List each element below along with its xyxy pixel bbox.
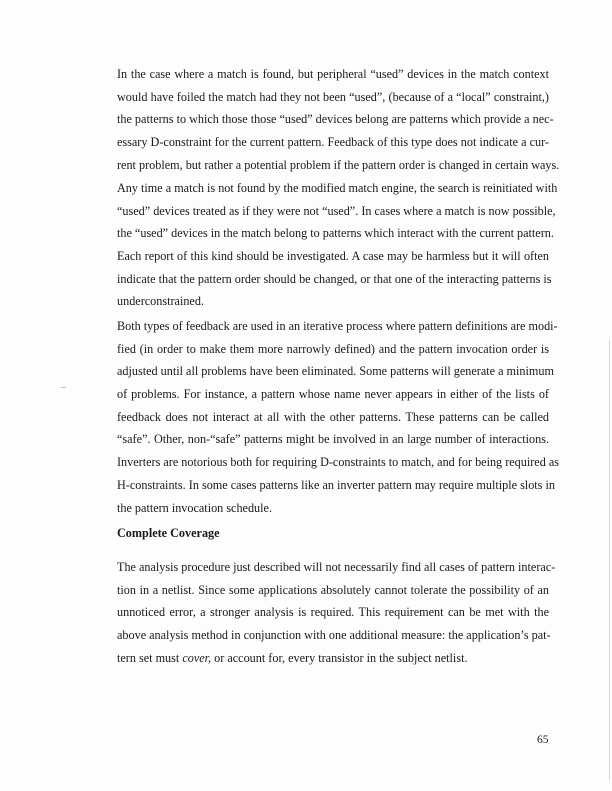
text-line: Each report of this kind should be investigated. A case may be harmless but it will often bbox=[117, 249, 549, 264]
paragraph-match-found bbox=[117, 63, 560, 176]
text-line: the “used” devices in the match belong to patterns which interact with the current pattern. bbox=[117, 226, 554, 241]
text-line: above analysis method in conjunction with one additional measure: the application’s pat- bbox=[117, 628, 551, 643]
emphasized-word: cover, bbox=[182, 650, 212, 665]
section-heading: Complete Coverage bbox=[117, 526, 220, 540]
text-line: would have foiled the match had they not been “used”, (because of a “local” constraint,) bbox=[117, 89, 549, 104]
text-line: Inverters are notorious both for requiring D-constraints to match, and for being required as bbox=[117, 455, 559, 470]
text-line bbox=[117, 647, 549, 670]
text-line: fied (in order to make them more narrowly defined) and the pattern invocation order is bbox=[117, 341, 549, 356]
text-line: Both types of feedback are used in an iterative process where pattern definitions are modi- bbox=[117, 319, 558, 333]
text-fragment: tern set must bbox=[117, 650, 183, 665]
text-line: the patterns to which those those “used” devices belong are patterns which provide a nec- bbox=[117, 112, 554, 127]
text-line: unnoticed error, a stronger analysis is required. This requirement can be met with the bbox=[117, 605, 549, 620]
text-line: the pattern invocation schedule. bbox=[117, 500, 272, 515]
text-line: underconstrained. bbox=[117, 294, 204, 309]
scan-edge-line bbox=[609, 340, 610, 780]
text-fragment: or account for, every transistor in the subject netlist. bbox=[211, 650, 468, 665]
page-number: 65 bbox=[537, 734, 549, 746]
text-line: adjusted until all problems have been eliminated. Some patterns will generate a minimum bbox=[117, 364, 554, 379]
text-line: “used” devices treated as if they were not “used”. In cases where a match is now possible, bbox=[117, 203, 556, 218]
text-line: essary D-constraint for the current pattern. Feedback of this type does not indicate a cur- bbox=[117, 135, 549, 150]
text-line: feedback does not interact at all with the other patterns. These patterns can be called bbox=[117, 409, 549, 424]
paragraph-match-not-found bbox=[117, 177, 558, 313]
text-line: of problems. For instance, a pattern whose name never appears in either of the lists of bbox=[117, 387, 549, 402]
scan-artifact bbox=[61, 387, 66, 388]
text-line: The analysis procedure just described will not necessarily find all cases of pattern interac- bbox=[117, 560, 556, 574]
text-line: rent problem, but rather a potential problem if the pattern order is changed in certain ways. bbox=[117, 157, 560, 172]
text-line: In the case where a match is found, but peripheral “used” devices in the match context bbox=[117, 67, 549, 81]
text-line: Any time a match is not found by the modified match engine, the search is reinitiated with bbox=[117, 181, 558, 195]
text-line: H-constraints. In some cases patterns like an inverter pattern may require multiple slots in bbox=[117, 477, 555, 492]
paragraph-iterative-process bbox=[117, 315, 559, 519]
text-line: tion in a netlist. Since some applications absolutely cannot tolerate the possibility of an bbox=[117, 582, 549, 597]
text-line: “safe”. Other, non-“safe” patterns might be involved in an large number of interactions. bbox=[117, 432, 549, 447]
paragraph-complete-coverage bbox=[117, 556, 556, 669]
text-line: indicate that the pattern order should be changed, or that one of the interacting patterns is bbox=[117, 271, 552, 286]
